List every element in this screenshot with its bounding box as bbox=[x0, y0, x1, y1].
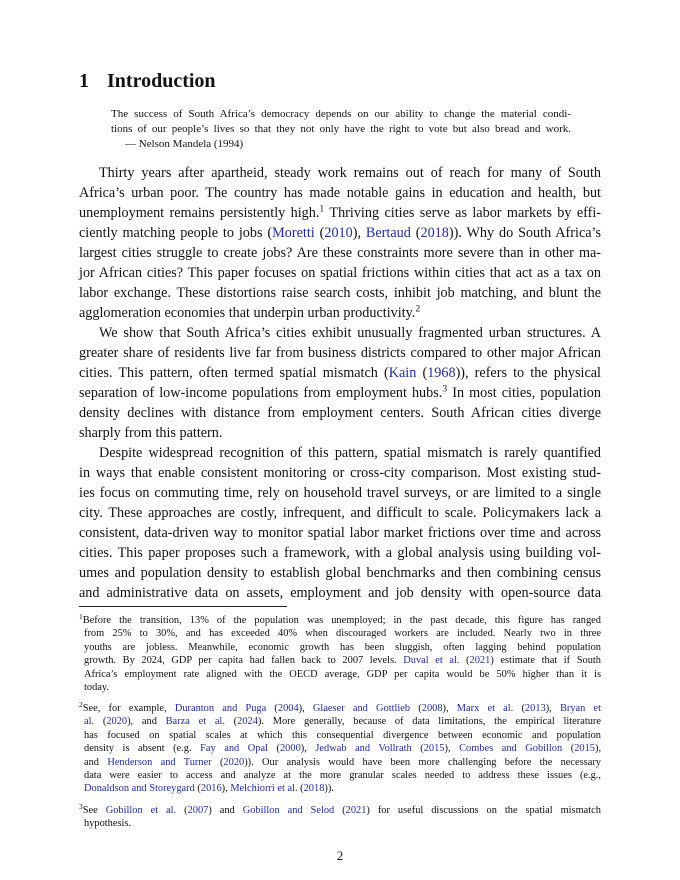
epigraph-attribution: — Nelson Mandela (1994) bbox=[125, 138, 244, 150]
citation-year-link[interactable]: 2008 bbox=[421, 703, 443, 714]
footnote-mark: 3 bbox=[79, 802, 83, 811]
footnote-line: and Henderson and Turner (2020)). Our analysis would have been more challenging before the necessary bbox=[84, 756, 601, 768]
paragraph-1-line bbox=[79, 203, 601, 223]
text-run: ( bbox=[410, 225, 421, 241]
citation-year-link[interactable]: 2016 bbox=[200, 783, 222, 795]
footnote-ref-1[interactable]: 1 bbox=[319, 203, 325, 215]
text-run: See, for example, bbox=[82, 703, 175, 714]
citation-link[interactable]: Barza et al. bbox=[165, 716, 225, 728]
footnote-line: has focused on spatial scales at which this consequential divergence between economic and population bbox=[84, 729, 601, 741]
citation-year-link[interactable]: 2013 bbox=[524, 703, 546, 714]
citation-link[interactable]: Duval et al. bbox=[403, 655, 460, 667]
footnote-line: data were easier to access and analyze at the more granular scales needed to address these issues (e.g., bbox=[84, 769, 601, 781]
citation-year-link[interactable]: 2007 bbox=[187, 805, 209, 816]
paragraph-3-line: in ways that enable consistent monitoring or cross-city comparison. Most existing stud- bbox=[79, 465, 601, 481]
paragraph-3-line: consistent, data-driven way to monitor spatial labor market frictions over time and across bbox=[79, 525, 601, 541]
citation-year-link[interactable]: 2018 bbox=[420, 225, 449, 241]
citation-year-link[interactable]: 2004 bbox=[277, 703, 299, 714]
paragraph-2-line: density declines with distance from employment centers. South African cities diverge bbox=[79, 405, 601, 421]
footnote-mark: 2 bbox=[79, 700, 83, 709]
citation-link[interactable]: al. bbox=[84, 716, 95, 728]
text-run: ciently matching people to jobs ( bbox=[79, 225, 273, 241]
text-run: ), and bbox=[127, 716, 166, 728]
text-run: ) and bbox=[208, 805, 243, 816]
text-run: )), refers to the physical bbox=[455, 365, 601, 381]
citation-year-link[interactable]: 2021 bbox=[469, 655, 491, 667]
citation-year-link[interactable]: 2015 bbox=[574, 743, 595, 755]
text-run: Before the transition, 13% of the population was unemployed; in the past decade, this figure has ranged bbox=[82, 615, 601, 626]
citation-year-link[interactable]: 1968 bbox=[427, 365, 456, 381]
text-run: growth. By 2024, GDP per capita had fallen back to 2007 levels. bbox=[84, 655, 404, 667]
citation-link[interactable]: Jedwab and Vollrath bbox=[315, 743, 412, 755]
text-run: In most cities, population bbox=[447, 385, 601, 401]
section-title: Introduction bbox=[107, 70, 216, 92]
text-run: unemployment remains persistently high. bbox=[79, 205, 320, 221]
paragraph-1-line bbox=[79, 223, 601, 243]
footnote-line: Africa’s employment rate aligned with the OECD average, GDP per capita would be 50% higher than it is bbox=[84, 668, 601, 680]
citation-year-link[interactable]: 2021 bbox=[345, 805, 367, 816]
citation-link[interactable]: Melchiorri et al. bbox=[230, 783, 298, 795]
citation-year-link[interactable]: 2020 bbox=[223, 756, 245, 768]
footnote-line: Donaldson and Storeygard (2016), Melchiorri et al. (2018)). bbox=[84, 783, 334, 795]
text-run: ( bbox=[459, 655, 470, 667]
paragraph-1-line bbox=[79, 303, 601, 323]
text-run: )). bbox=[324, 783, 334, 795]
paragraph-1-line: labor exchange. These distortions raise search costs, inhibit job matching, and blunt the bbox=[79, 285, 601, 301]
epigraph-line: tions of our people’s lives so that they not only have the right to vote but also bread and work. bbox=[111, 123, 571, 135]
footnote-line: today. bbox=[84, 681, 110, 693]
text-run: ). More generally, because of data limitations, the empirical literature bbox=[257, 716, 601, 728]
epigraph-quote bbox=[111, 107, 571, 152]
text-run: ) for useful discussions on the spatial mismatch bbox=[366, 805, 601, 816]
paragraph-1-line: Thirty years after apartheid, steady work remains out of reach for many of South bbox=[99, 165, 601, 181]
paragraph-2-line bbox=[79, 363, 601, 383]
citation-link[interactable]: Henderson and Turner bbox=[107, 756, 212, 768]
text-run: Thriving cities serve as labor markets by effi- bbox=[324, 205, 601, 221]
citation-link[interactable]: Bertaud bbox=[365, 225, 411, 241]
citation-year-link[interactable]: 2010 bbox=[324, 225, 353, 241]
footnote-2 bbox=[79, 702, 601, 796]
paragraph-2-line: sharply from this pattern. bbox=[79, 425, 223, 441]
text-run: )). Why do South Africa’s bbox=[448, 225, 602, 241]
footnote-line bbox=[79, 654, 601, 667]
text-run: ( bbox=[416, 365, 428, 381]
text-run: See bbox=[82, 805, 106, 816]
paragraph-3-line: and administrative data on assets, employment and job density with open-source data bbox=[79, 585, 601, 601]
footnote-mark: 1 bbox=[79, 612, 83, 621]
paragraph-3-line: umes and population density to establish global benchmarks and then combining census bbox=[79, 565, 601, 581]
epigraph-line: The success of South Africa’s democracy depends on our ability to change the material condi- bbox=[111, 108, 571, 120]
paragraph-3-line: city. These approaches are costly, infrequent, and difficult to scale. Policymakers lack a bbox=[79, 505, 601, 521]
footnote-line: al. (2020), and Barza et al. (2024). More generally, because of data limitations, the empirical literature bbox=[84, 716, 601, 728]
citation-year-link[interactable]: 2015 bbox=[423, 743, 445, 755]
footnote-3 bbox=[79, 804, 601, 831]
footnote-line: $^2$See, for example, Duranton and Puga (2004), Glaeser and Gottlieb (2008), Marx et al. (2013), Bryan et bbox=[79, 700, 602, 714]
citation-link[interactable]: Moretti bbox=[272, 225, 315, 241]
paragraph-2-line: greater share of residents live far from business districts compared to other major African bbox=[79, 345, 601, 361]
citation-link[interactable]: Glaeser and Gottlieb bbox=[312, 703, 411, 714]
page-number: 2 bbox=[336, 848, 344, 863]
section-heading bbox=[79, 68, 216, 94]
citation-link[interactable]: Gobillon and Selod bbox=[242, 805, 335, 816]
citation-link[interactable]: Duranton and Puga bbox=[174, 703, 267, 714]
footnote-line: hypothesis. bbox=[84, 818, 132, 830]
footnote-divider bbox=[79, 606, 287, 607]
footnote-line bbox=[79, 614, 601, 627]
paragraph-2-line bbox=[79, 383, 601, 403]
paragraph-1-line: largest cities struggle to create jobs? Are these constraints more severe than in other ma- bbox=[79, 245, 601, 261]
text-run: density is absent (e.g. bbox=[84, 743, 201, 755]
main-text bbox=[79, 163, 601, 603]
text-run: agglomeration economies that underpin urban productivity. bbox=[79, 305, 416, 321]
text-run: ), bbox=[352, 225, 366, 241]
citation-link[interactable]: Donaldson and Storeygard bbox=[84, 783, 195, 795]
paragraph-3-line: ies focus on commuting time, rely on household travel surveys, or are limited to a single bbox=[79, 485, 601, 501]
paragraph-1-line: Africa’s urban poor. The country has made notable gains in education and health, but bbox=[79, 185, 601, 201]
text-run: cities. This pattern, often termed spatial mismatch ( bbox=[79, 365, 389, 381]
footnote-line: youths are jobless. Meanwhile, economic growth has been sluggish, often lagging behind population bbox=[84, 641, 601, 653]
paragraph-3-line: Despite widespread recognition of this pattern, spatial mismatch is rarely quantified bbox=[99, 445, 601, 461]
citation-link[interactable]: Bryan et bbox=[559, 703, 602, 714]
text-run: ( bbox=[314, 225, 325, 241]
citation-year-link[interactable]: 2000 bbox=[279, 743, 301, 755]
footnote-ref-2[interactable]: 2 bbox=[415, 303, 421, 315]
citation-link[interactable]: Combes and Gobillon bbox=[459, 743, 563, 755]
footnote-ref-3[interactable]: 3 bbox=[442, 383, 448, 395]
footnote-1 bbox=[79, 614, 601, 694]
citation-link[interactable]: Fay and Opal bbox=[200, 743, 268, 755]
paragraph-2-line: We show that South Africa’s cities exhibit unusually fragmented urban structures. A bbox=[99, 325, 601, 341]
citation-link[interactable]: Marx et al. bbox=[456, 703, 514, 714]
text-run: separation of low-income populations from employment hubs. bbox=[79, 385, 443, 401]
text-run: and bbox=[84, 756, 108, 768]
footnote-line: $^3$See Gobillon et al. (2007) and Gobillon and Selod (2021) for useful discussions on the spatial mismatch bbox=[79, 802, 601, 816]
section-number: 1 bbox=[79, 70, 89, 92]
citation-link[interactable]: Gobillon et al. bbox=[105, 805, 177, 816]
footnote-line: from 25% to 30%, and has exceeded 40% when discouraged workers are included. Nearly two in three bbox=[84, 628, 601, 640]
footnote-line: density is absent (e.g. Fay and Opal (2000), Jedwab and Vollrath (2015), Combes and Gobillon (2015), bbox=[84, 743, 602, 755]
citation-year-link[interactable]: 2020 bbox=[106, 716, 128, 728]
paragraph-1-line: jor African cities? This paper focuses on spatial frictions within cities that act as a tax on bbox=[79, 265, 601, 281]
text-run: ) estimate that if South bbox=[490, 655, 601, 667]
paragraph-3-line: cities. This paper proposes such a framework, with a global analysis using building vol- bbox=[79, 545, 601, 561]
citation-year-link[interactable]: 2018 bbox=[303, 783, 325, 795]
citation-link[interactable]: Kain bbox=[388, 365, 417, 381]
citation-year-link[interactable]: 2024 bbox=[237, 716, 258, 728]
text-run: )). Our analysis would have been more challenging before the necessary bbox=[244, 756, 601, 768]
